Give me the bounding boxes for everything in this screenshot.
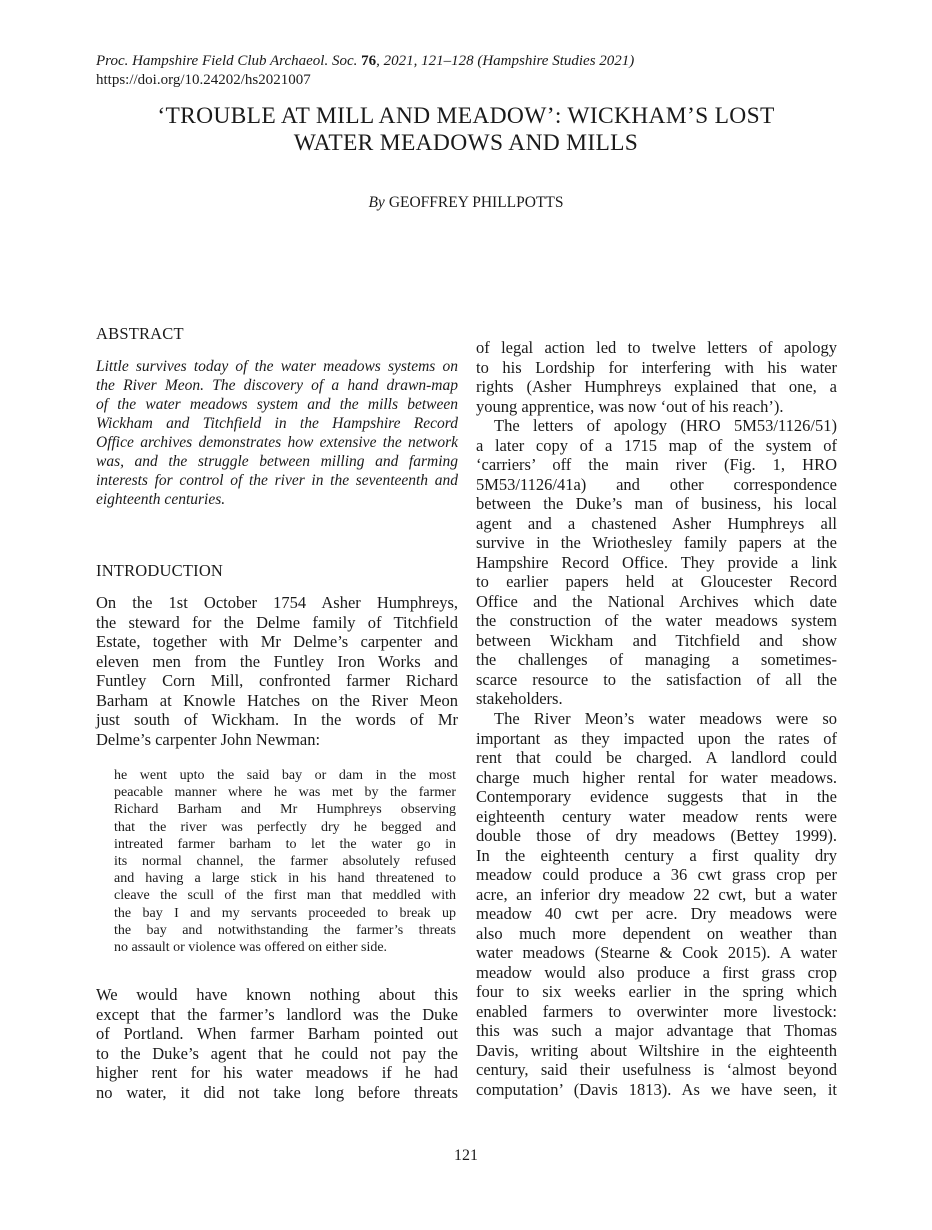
text-line: the construction of the water meadows system — [476, 611, 837, 630]
article-title — [96, 103, 836, 157]
text-line: Hampshire Record Office. They provide a link — [476, 552, 837, 572]
quote-line: and having a large stick in his hand threatened to — [114, 871, 456, 887]
text-line: scarce resource to the satisfaction of all the — [476, 669, 837, 689]
text-line: ‘carriers’ off the main river (Fig. 1, HRO — [476, 455, 837, 474]
text-line: acre, an inferior dry meadow 22 cwt, but a water — [476, 884, 837, 904]
abstract-line: Office archives demonstrates how extensive the network — [96, 434, 458, 451]
quote-line: the bay and notwithstanding the farmer’s threats — [114, 922, 456, 938]
text-line: In the eighteenth century a first quality dry — [476, 845, 837, 865]
text-line: the challenges of managing a sometimes- — [476, 650, 837, 669]
text-line: also much more dependent on weather than — [476, 923, 837, 943]
text-line: important as they impacted upon the rates of — [476, 728, 837, 748]
text-line: to the Duke’s agent that he could not pay the — [96, 1043, 458, 1063]
quote-line: the bay I and my servants proceeded to break up — [114, 905, 456, 921]
text-line: agent and a chastened Asher Humphreys all — [476, 513, 837, 533]
abstract-line: of the water meadows system and the mills between — [96, 396, 458, 413]
quote-line: that the river was perfectly dry he begged and — [114, 819, 456, 835]
text-line: just south of Wickham. In the words of Mr — [96, 710, 458, 729]
text-line: to earlier papers held at Gloucester Record — [476, 572, 837, 591]
quote-line: no assault or violence was offered on either side. — [114, 939, 388, 955]
text-line: no water, it did not take long before threats — [96, 1082, 458, 1102]
text-line: Davis, writing about Wiltshire in the eighteenth — [476, 1040, 837, 1060]
text-line: a later copy of a 1715 map of the system of — [476, 435, 837, 455]
abstract-text — [96, 357, 458, 509]
text-line: higher rent for his water meadows if he had — [96, 1063, 458, 1082]
text-line: century, said their usefulness is ‘almost beyond — [476, 1060, 837, 1079]
text-line: between the Duke’s man of business, his local — [476, 494, 837, 513]
text-line: eleven men from the Funtley Iron Works and — [96, 651, 458, 671]
byline — [96, 194, 836, 212]
byline-by: By — [368, 194, 385, 211]
quote-line: peacable manner where he was met by the farmer — [114, 785, 456, 801]
text-line: the steward for the Delme family of Titchfield — [96, 612, 458, 632]
text-line: Office and the National Archives which date — [476, 591, 837, 611]
text-line: survive in the Wriothesley family papers at the — [476, 533, 837, 552]
text-line: rights (Asher Humphreys explained that one, a — [476, 377, 837, 396]
text-line: The River Meon’s water meadows were so — [494, 709, 837, 728]
author-name: GEOFFREY PHILLPOTTS — [388, 194, 564, 211]
right-paragraph-2 — [476, 416, 837, 709]
quote-line: he went upto the said bay or dam in the most — [114, 768, 456, 783]
page-number: 121 — [454, 1147, 478, 1164]
abstract-line: the River Meon. The discovery of a hand drawn-map — [96, 377, 458, 394]
text-line: eighteenth century water meadow rents were — [476, 806, 837, 826]
right-paragraph-1 — [476, 338, 837, 416]
abstract-heading: ABSTRACT — [96, 324, 184, 343]
title-line: ‘TROUBLE AT MILL AND MEADOW’: WICKHAM’S LOST — [157, 103, 775, 129]
text-line: rent that could be charged. A landlord could — [476, 748, 837, 767]
intro-paragraph-2 — [96, 985, 458, 1102]
title-line: WATER MEADOWS AND MILLS — [293, 130, 639, 156]
text-line: except that the farmer’s landlord was the Duke — [96, 1004, 458, 1024]
intro-paragraph-1 — [96, 593, 458, 749]
abstract-line: Wickham and Titchfield in the Hampshire Record — [96, 415, 458, 432]
introduction-heading: INTRODUCTION — [96, 561, 224, 580]
quote-line: its normal channel, the farmer absolutely refused — [114, 853, 456, 869]
text-line: 5M53/1126/41a) and other correspondence — [476, 474, 837, 494]
text-line: enabled farmers to overwinter more livestock: — [476, 1001, 837, 1021]
text-line: meadow 40 cwt per acre. Dry meadows were — [476, 904, 837, 923]
text-line: Barham at Knowle Hatches on the River Meon — [96, 690, 458, 710]
text-line: to his Lordship for interfering with his water — [476, 357, 837, 377]
text-line: The letters of apology (HRO 5M53/1126/51) — [494, 416, 837, 435]
abstract-line: eighteenth centuries. — [96, 491, 226, 508]
abstract-line: Little survives today of the water meadows systems on — [96, 358, 458, 375]
text-line: this was such a major advantage that Thomas — [476, 1021, 837, 1040]
text-line: stakeholders. — [476, 689, 563, 708]
text-line: young apprentice, was now ‘out of his reach’). — [476, 396, 784, 416]
text-line: Delme’s carpenter John Newman: — [96, 729, 321, 749]
text-line: Funtley Corn Mill, confronted farmer Richard — [96, 671, 458, 690]
text-line: Contemporary evidence suggests that in the — [476, 787, 837, 806]
text-line: We would have known nothing about this — [96, 985, 458, 1004]
text-line: meadow could produce a 36 cwt grass crop per — [476, 865, 837, 884]
text-line: four to six weeks earlier in the spring which — [476, 982, 837, 1001]
journal-header — [96, 52, 856, 90]
text-line: of Portland. When farmer Barham pointed out — [96, 1024, 458, 1043]
text-line: of legal action led to twelve letters of apology — [476, 338, 837, 357]
text-line: Estate, together with Mr Delme’s carpenter and — [96, 632, 458, 651]
text-line: computation’ (Davis 1813). As we have seen, it — [476, 1079, 837, 1099]
text-line: meadow would also produce a first grass crop — [476, 962, 837, 982]
quote-line: intreated farmer barham to let the water go in — [114, 836, 456, 852]
volume-number: 76 — [361, 53, 377, 69]
quote-line: cleave the scull of the first man that meddled with — [114, 888, 456, 904]
text-line: water meadows (Stearne & Cook 2015). A water — [476, 943, 837, 962]
abstract-line: was, and the struggle between milling and farming — [96, 453, 458, 470]
right-paragraph-3 — [476, 709, 837, 1099]
journal-citation: Proc. Hampshire Field Club Archaeol. Soc. 76, 2021, 121–128 (Hampshire Studies 2021) — [96, 53, 635, 69]
text-line: On the 1st October 1754 Asher Humphreys, — [96, 593, 458, 612]
text-line: double those of dry meadows (Bettey 1999). — [476, 826, 837, 845]
block-quote — [114, 767, 456, 956]
text-line: charge much higher rental for water meadows. — [476, 767, 837, 787]
text-line: between Wickham and Titchfield and show — [476, 630, 837, 650]
abstract-line: interests for control of the river in the seventeenth and — [96, 472, 458, 489]
quote-line: Richard Barham and Mr Humphreys observing — [114, 802, 456, 818]
doi-link[interactable]: https://doi.org/10.24202/hs2021007 — [96, 72, 311, 88]
